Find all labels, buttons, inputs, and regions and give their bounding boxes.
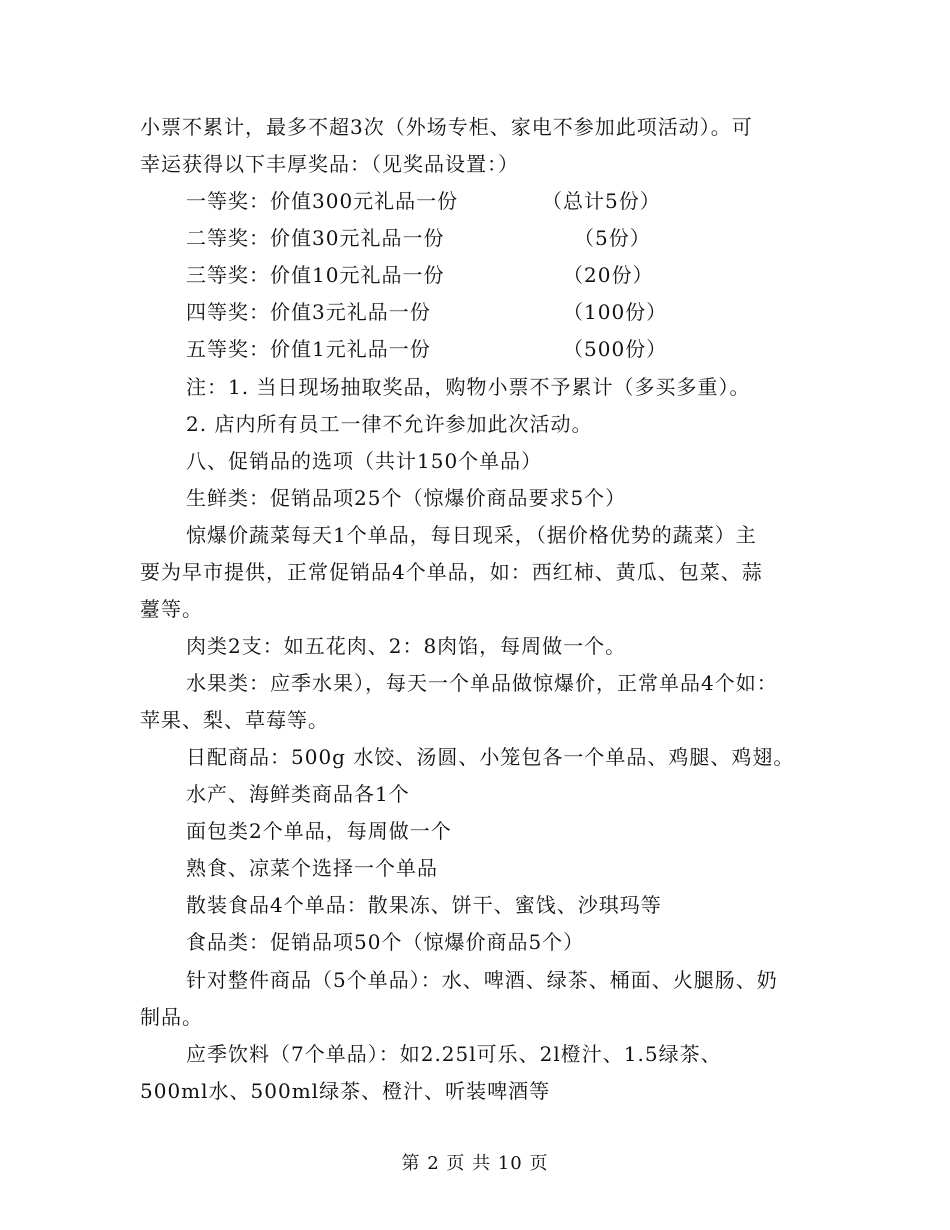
prize-fifth-label: 五等奖：价值1元礼品一份 bbox=[186, 337, 431, 361]
paragraph-line: 水产、海鲜类商品各1个 bbox=[186, 782, 410, 806]
note-line: 2. 店内所有员工一律不允许参加此次活动。 bbox=[186, 412, 593, 436]
note-line: 注：1. 当日现场抽取奖品，购物小票不予累计（多买多重）。 bbox=[186, 375, 751, 399]
prize-first-label: 一等奖：价值300元礼品一份 bbox=[186, 189, 459, 213]
paragraph-line: 针对整件商品（5个单品）：水、啤酒、绿茶、桶面、火腿肠、奶 bbox=[186, 968, 778, 992]
paragraph-line: 要为早市提供，正常促销品4个单品，如：西红柿、黄瓜、包菜、蒜 bbox=[140, 560, 763, 584]
paragraph-line: 惊爆价蔬菜每天1个单品，每日现采，（据价格优势的蔬菜）主 bbox=[186, 523, 757, 547]
paragraph-line: 500ml水、500ml绿茶、橙汁、听装啤酒等 bbox=[140, 1079, 551, 1103]
prize-second-label: 二等奖：价值30元礼品一份 bbox=[186, 226, 445, 250]
paragraph-line: 日配商品：500g 水饺、汤圆、小笼包各一个单品、鸡腿、鸡翅。 bbox=[186, 745, 795, 769]
paragraph-line: 小票不累计，最多不超3次（外场专柜、家电不参加此项活动）。可 bbox=[140, 115, 753, 139]
paragraph-line: 水果类：应季水果），每天一个单品做惊爆价，正常单品4个如： bbox=[186, 671, 778, 695]
paragraph-line: 薹等。 bbox=[140, 597, 203, 621]
paragraph-line: 制品。 bbox=[140, 1005, 203, 1029]
prize-fourth-count: （100份） bbox=[563, 300, 668, 324]
prize-fourth-label: 四等奖：价值3元礼品一份 bbox=[186, 300, 431, 324]
page-number-footer: 第 2 页 共 10 页 bbox=[401, 1153, 549, 1174]
paragraph-line: 生鲜类：促销品项25个（惊爆价商品要求5个） bbox=[186, 486, 627, 510]
paragraph-line: 幸运获得以下丰厚奖品：（见奖品设置：） bbox=[140, 152, 519, 176]
paragraph-line: 散装食品4个单品：散果冻、饼干、蜜饯、沙琪玛等 bbox=[186, 893, 662, 917]
prize-third-label: 三等奖：价值10元礼品一份 bbox=[186, 263, 445, 287]
paragraph-line: 应季饮料（7个单品）：如2.25l可乐、2l橙汁、1.5绿茶、 bbox=[186, 1042, 722, 1066]
paragraph-line: 面包类2个单品，每周做一个 bbox=[186, 819, 452, 843]
paragraph-line: 食品类：促销品项50个（惊爆价商品5个） bbox=[186, 930, 585, 954]
prize-fifth-count: （500份） bbox=[563, 337, 668, 361]
paragraph-line: 熟食、凉菜个选择一个单品 bbox=[186, 856, 438, 880]
prize-first-count: （总计5份） bbox=[542, 189, 661, 213]
prize-second-count: （5份） bbox=[574, 226, 651, 250]
section-heading: 八、促销品的选项（共计150个单品） bbox=[186, 449, 543, 473]
paragraph-line: 肉类2支：如五花肉、2：8肉馅，每周做一个。 bbox=[186, 634, 627, 658]
paragraph-line: 苹果、梨、草莓等。 bbox=[140, 708, 329, 732]
prize-third-count: （20份） bbox=[563, 263, 654, 287]
